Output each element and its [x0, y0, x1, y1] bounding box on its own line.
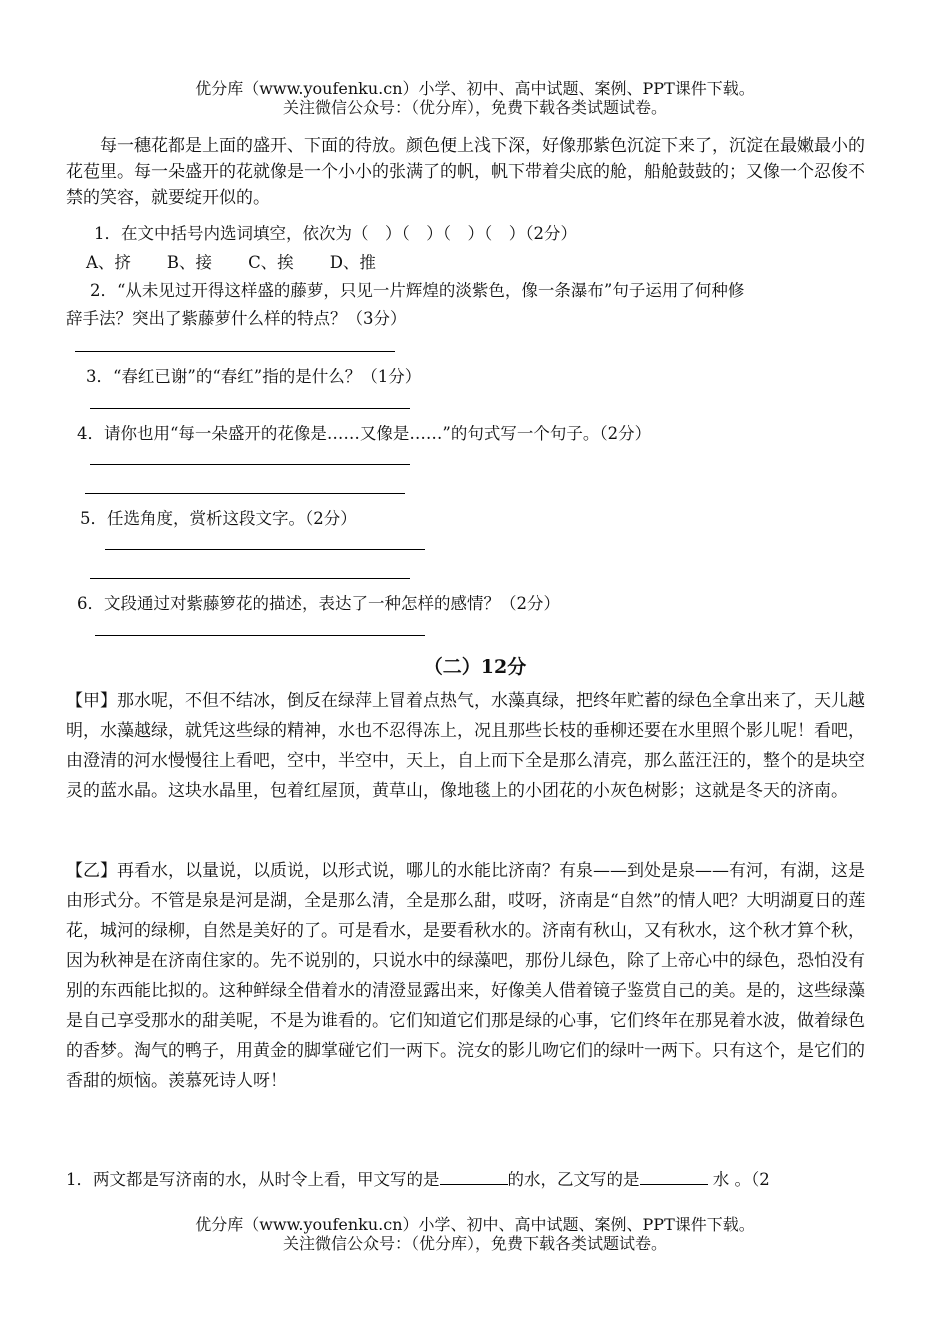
question-2-line-2: 辞手法？突出了紫藤萝什么样的特点？（3分）: [66, 309, 407, 328]
question-4: 4．请你也用“每一朵盛开的花像是……又像是……”的句式写一个句子。（2分）: [77, 424, 652, 443]
answer-line-q4-1[interactable]: [90, 464, 410, 465]
section-2-question-1: [66, 1166, 876, 1190]
answer-line-q3[interactable]: [90, 408, 410, 409]
option-d: D、推: [329, 253, 376, 272]
passage-1: 每一穗花都是上面的盛开、下面的待放。颜色便上浅下深，好像那紫色沉淀下来了，沉淀在最嫩最小的花苞里。每一朵盛开的花就像是一个小小的张满了的帆，帆下带着尖底的舱，船舱鼓鼓的；又像一个忍俊不禁的笑容，就要绽开似的。: [66, 136, 865, 208]
s2-q1-text-a: 1．两文都是写济南的水，从时令上看，甲文写的是: [66, 1170, 440, 1189]
question-6: 6．文段通过对紫藤箩花的描述，表达了一种怎样的感情？（2分）: [77, 594, 560, 613]
answer-line-q4-2[interactable]: [85, 493, 405, 494]
page-footer: [0, 1215, 950, 1253]
question-1-options: [86, 249, 412, 273]
s2-q1-text-b: 的水，乙文写的是: [507, 1170, 640, 1189]
answer-line-q5-1[interactable]: [105, 549, 425, 550]
answer-line-q6[interactable]: [95, 635, 425, 636]
s2-q1-blank-2[interactable]: [640, 1168, 708, 1185]
answer-line-q2[interactable]: [75, 351, 395, 352]
s2-q1-blank-1[interactable]: [440, 1168, 508, 1185]
answer-line-q5-2[interactable]: [90, 578, 410, 579]
question-5: 5．任选角度，赏析这段文字。（2分）: [80, 509, 357, 528]
header-line-1: 优分库（www.youfenku.cn）小学、初中、高中试题、案例、PPT课件下载。: [195, 79, 755, 98]
page-header: [0, 79, 950, 117]
question-3: 3．“春红已谢”的“春红”指的是什么？（1分）: [86, 367, 422, 386]
question-1: 1．在文中括号内选词填空，依次为（ ）（ ）（ ）（ ）（2分）: [94, 224, 577, 243]
s2-q1-text-c: 水 。（2: [707, 1170, 770, 1189]
question-2-line-1: 2．“从未见过开得这样盛的藤萝，只见一片辉煌的淡紫色，像一条瀑布”句子运用了何种修: [90, 281, 745, 300]
header-line-2: 关注微信公众号：（优分库），免费下载各类试题试卷。: [282, 98, 667, 117]
section-2-title: （二）12分: [423, 656, 527, 678]
option-c: C、挨: [248, 253, 294, 272]
footer-line-1: 优分库（www.youfenku.cn）小学、初中、高中试题、案例、PPT课件下载。: [195, 1215, 755, 1234]
option-b: B、接: [166, 253, 213, 272]
passage-jia: 【甲】那水呢，不但不结冰，倒反在绿萍上冒着点热气，水藻真绿，把终年贮蓄的绿色全拿出来了，天儿越明，水藻越绿，就凭这些绿的精神，水也不忍得冻上，况且那些长枝的垂柳还要在水里照个影儿呢！看吧，由澄清的河水慢慢往上看吧，空中，半空中，天上，自上而下全是那么清亮，那么蓝汪汪的，整个的是块空灵的蓝水晶。这块水晶里，包着红屋顶，黄草山，像地毯上的小团花的小灰色树影；这就是冬天的济南。: [66, 691, 865, 801]
footer-line-2: 关注微信公众号：（优分库），免费下载各类试题试卷。: [282, 1234, 667, 1253]
option-a: A、挤: [86, 253, 131, 272]
passage-yi: 【乙】再看水，以量说，以质说，以形式说，哪儿的水能比济南？有泉——到处是泉——有河，有湖，这是由形式分。不管是泉是河是湖，全是那么清，全是那么甜，哎呀，济南是“自然”的情人吧？大明湖夏日的莲花，城河的绿柳，自然是美好的了。可是看水，是要看秋水的。济南有秋山，又有秋水，这个秋才算个秋，因为秋神是在济南住家的。先不说别的，只说水中的绿藻吧，那份儿绿色，除了上帝心中的绿色，恐怕没有别的东西能比拟的。这种鲜绿全借着水的清澄显露出来，好像美人借着镜子鉴赏自己的美。是的，这些绿藻是自己享受那水的甜美呢，不是为谁看的。它们知道它们那是绿的心事，它们终年在那晃着水波，做着绿色的香梦。淘气的鸭子，用黄金的脚掌碰它们一两下。浣女的影儿吻它们的绿叶一两下。只有这个，是它们的香甜的烦恼。羡慕死诗人呀！: [66, 861, 866, 1091]
